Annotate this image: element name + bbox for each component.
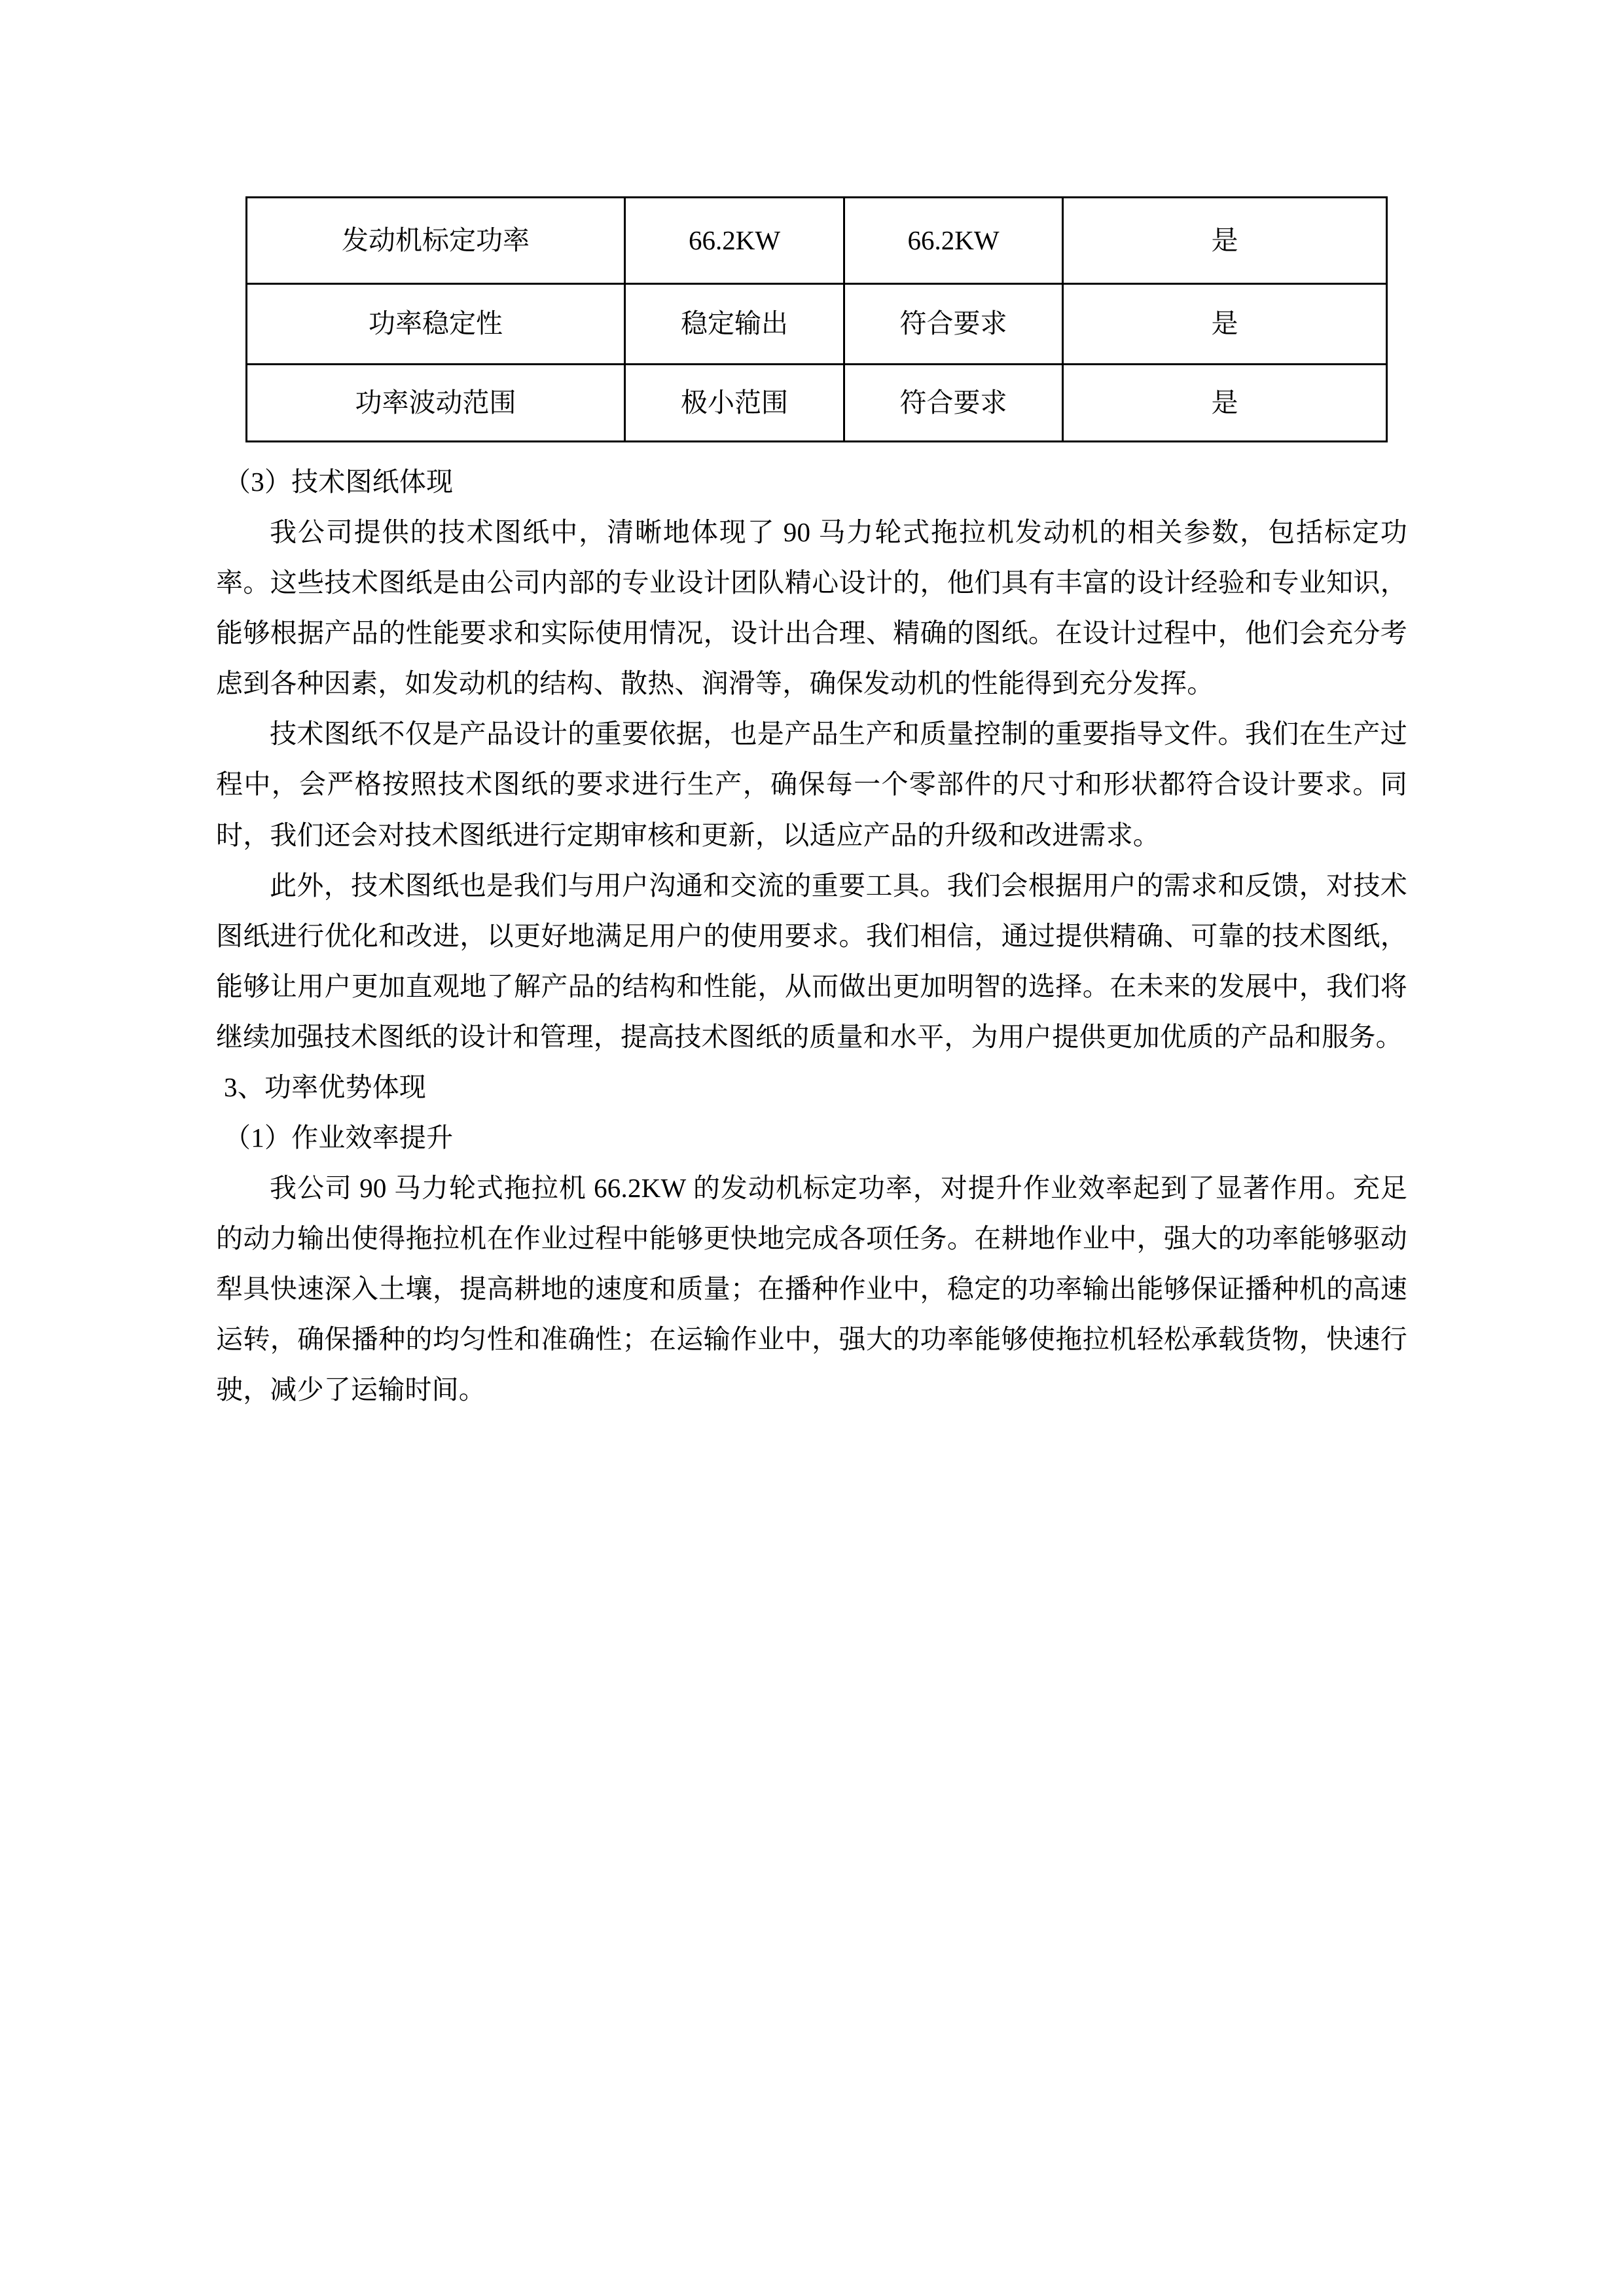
heading-efficiency-improvement: （1）作业效率提升 [224,1122,454,1153]
cell-conform: 是 [1063,365,1387,442]
heading-power-advantage: 3、功率优势体现 [224,1071,427,1102]
cell-conform: 是 [1063,284,1387,365]
document-body [216,457,1407,1415]
cell-parameter: 功率波动范围 [247,365,625,442]
page-content [216,196,1407,1415]
specification-table [245,196,1388,442]
table-row [247,365,1387,442]
cell-offered: 极小范围 [625,365,844,442]
cell-conform: 是 [1063,198,1387,284]
table-row [247,198,1387,284]
paragraph-drawings-production: 技术图纸不仅是产品设计的重要依据，也是产品生产和质量控制的重要指导文件。我们在生产过程中，会严格按照技术图纸的要求进行生产，确保每一个零部件的尺寸和形状都符合设计要求。同时，我们还会对技术图纸进行定期审核和更新，以适应产品的升级和改进需求。 [216,719,1407,850]
cell-required: 66.2KW [844,198,1063,284]
paragraph-drawings-parameters: 我公司提供的技术图纸中，清晰地体现了 90 马力轮式拖拉机发动机的相关参数，包括标定功率。这些技术图纸是由公司内部的专业设计团队精心设计的，他们具有丰富的设计经验和专业知识，能够根据产品的性能要求和实际使用情况，设计出合理、精确的图纸。在设计过程中，他们会充分考虑到各种因素，如发动机的结构、散热、润滑等，确保发动机的性能得到充分发挥。 [216,517,1407,699]
cell-offered: 稳定输出 [625,284,844,365]
cell-required: 符合要求 [844,365,1063,442]
table-body [247,198,1387,442]
paragraph-drawings-communication: 此外，技术图纸也是我们与用户沟通和交流的重要工具。我们会根据用户的需求和反馈，对技术图纸进行优化和改进，以更好地满足用户的使用要求。我们相信，通过提供精确、可靠的技术图纸，能够让用户更加直观地了解产品的结构和性能，从而做出更加明智的选择。在未来的发展中，我们将继续加强技术图纸的设计和管理，提高技术图纸的质量和水平，为用户提供更加优质的产品和服务。 [216,870,1407,1052]
cell-offered: 66.2KW [625,198,844,284]
table-row [247,284,1387,365]
cell-required: 符合要求 [844,284,1063,365]
cell-parameter: 发动机标定功率 [247,198,625,284]
paragraph-efficiency-details: 我公司 90 马力轮式拖拉机 66.2KW 的发动机标定功率，对提升作业效率起到了显著作用。充足的动力输出使得拖拉机在作业过程中能够更快地完成各项任务。在耕地作业中，强大的功率能够驱动犁具快速深入土壤，提高耕地的速度和质量；在播种作业中，稳定的功率输出能够保证播种机的高速运转，确保播种的均匀性和准确性；在运输作业中，强大的功率能够使拖拉机轻松承载货物，快速行驶，减少了运输时间。 [216,1173,1407,1405]
heading-technical-drawings: （3）技术图纸体现 [224,467,454,497]
cell-parameter: 功率稳定性 [247,284,625,365]
